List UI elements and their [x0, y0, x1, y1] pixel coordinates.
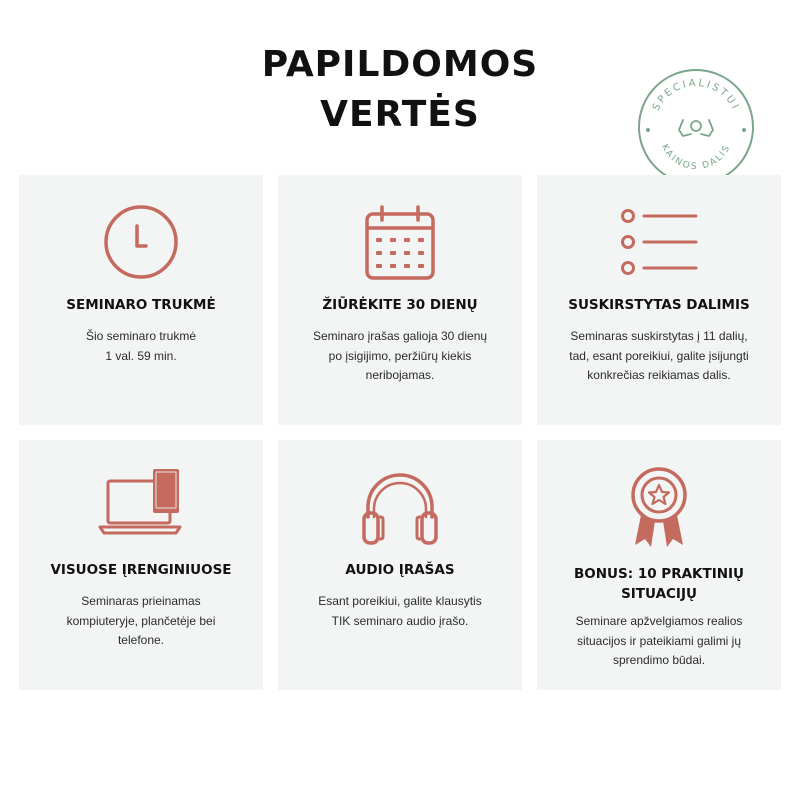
feature-card-duration	[19, 175, 263, 425]
card-title: BONUS: 10 PRAKTINIŲ SITUACIJŲ	[573, 566, 745, 602]
card-title: AUDIO ĮRAŠAS	[345, 562, 455, 578]
card-title: SUSKIRSTYTAS DALIMIS	[568, 297, 750, 313]
card-text: Esant poreikiui, galite klausytis TIK seminaro audio įrašo.	[318, 594, 482, 628]
list-icon	[614, 202, 704, 282]
stamp-text-top: SPECIALISTUI	[650, 77, 742, 113]
award-icon	[619, 465, 699, 549]
title-line-2: VERTĖS	[320, 94, 480, 135]
card-title: ŽIŪRĖKITE 30 DIENŲ	[322, 297, 478, 313]
title-line-1: PAPILDOMOS	[261, 44, 539, 85]
feature-card-devices	[19, 440, 263, 690]
card-text: Seminare apžvelgiamos realios situacijos ir pateikiami galimi jų sprendimo būdai.	[575, 614, 743, 667]
card-text: Seminaras suskirstytas į 11 dalių, tad, esant poreikiui, galite įsijungti konkrečias reikiamas dalis.	[569, 329, 749, 382]
calendar-icon	[360, 202, 440, 282]
feature-card-parts	[537, 175, 781, 425]
headphones-icon	[360, 467, 440, 547]
devices-icon	[96, 467, 186, 547]
stamp-text-bottom: KAINOS DALIS	[658, 142, 734, 173]
feature-card-bonus	[537, 440, 781, 690]
card-text: Seminaro įrašas galioja 30 dienų po įsigijimo, peržiūrų kiekis neribojamas.	[312, 329, 488, 382]
specialist-price-stamp	[633, 64, 759, 190]
clock-icon	[101, 202, 181, 282]
card-title: VISUOSE ĮRENGINIUOSE	[50, 562, 232, 578]
card-text: Šio seminaro trukmė 1 val. 59 min.	[85, 329, 197, 363]
feature-card-30-days	[278, 175, 522, 425]
card-title: SEMINARO TRUKMĖ	[66, 297, 216, 313]
card-text: Seminaras prieinamas kompiuteryje, plančetėje bei telefone.	[66, 594, 216, 647]
feature-card-audio	[278, 440, 522, 690]
